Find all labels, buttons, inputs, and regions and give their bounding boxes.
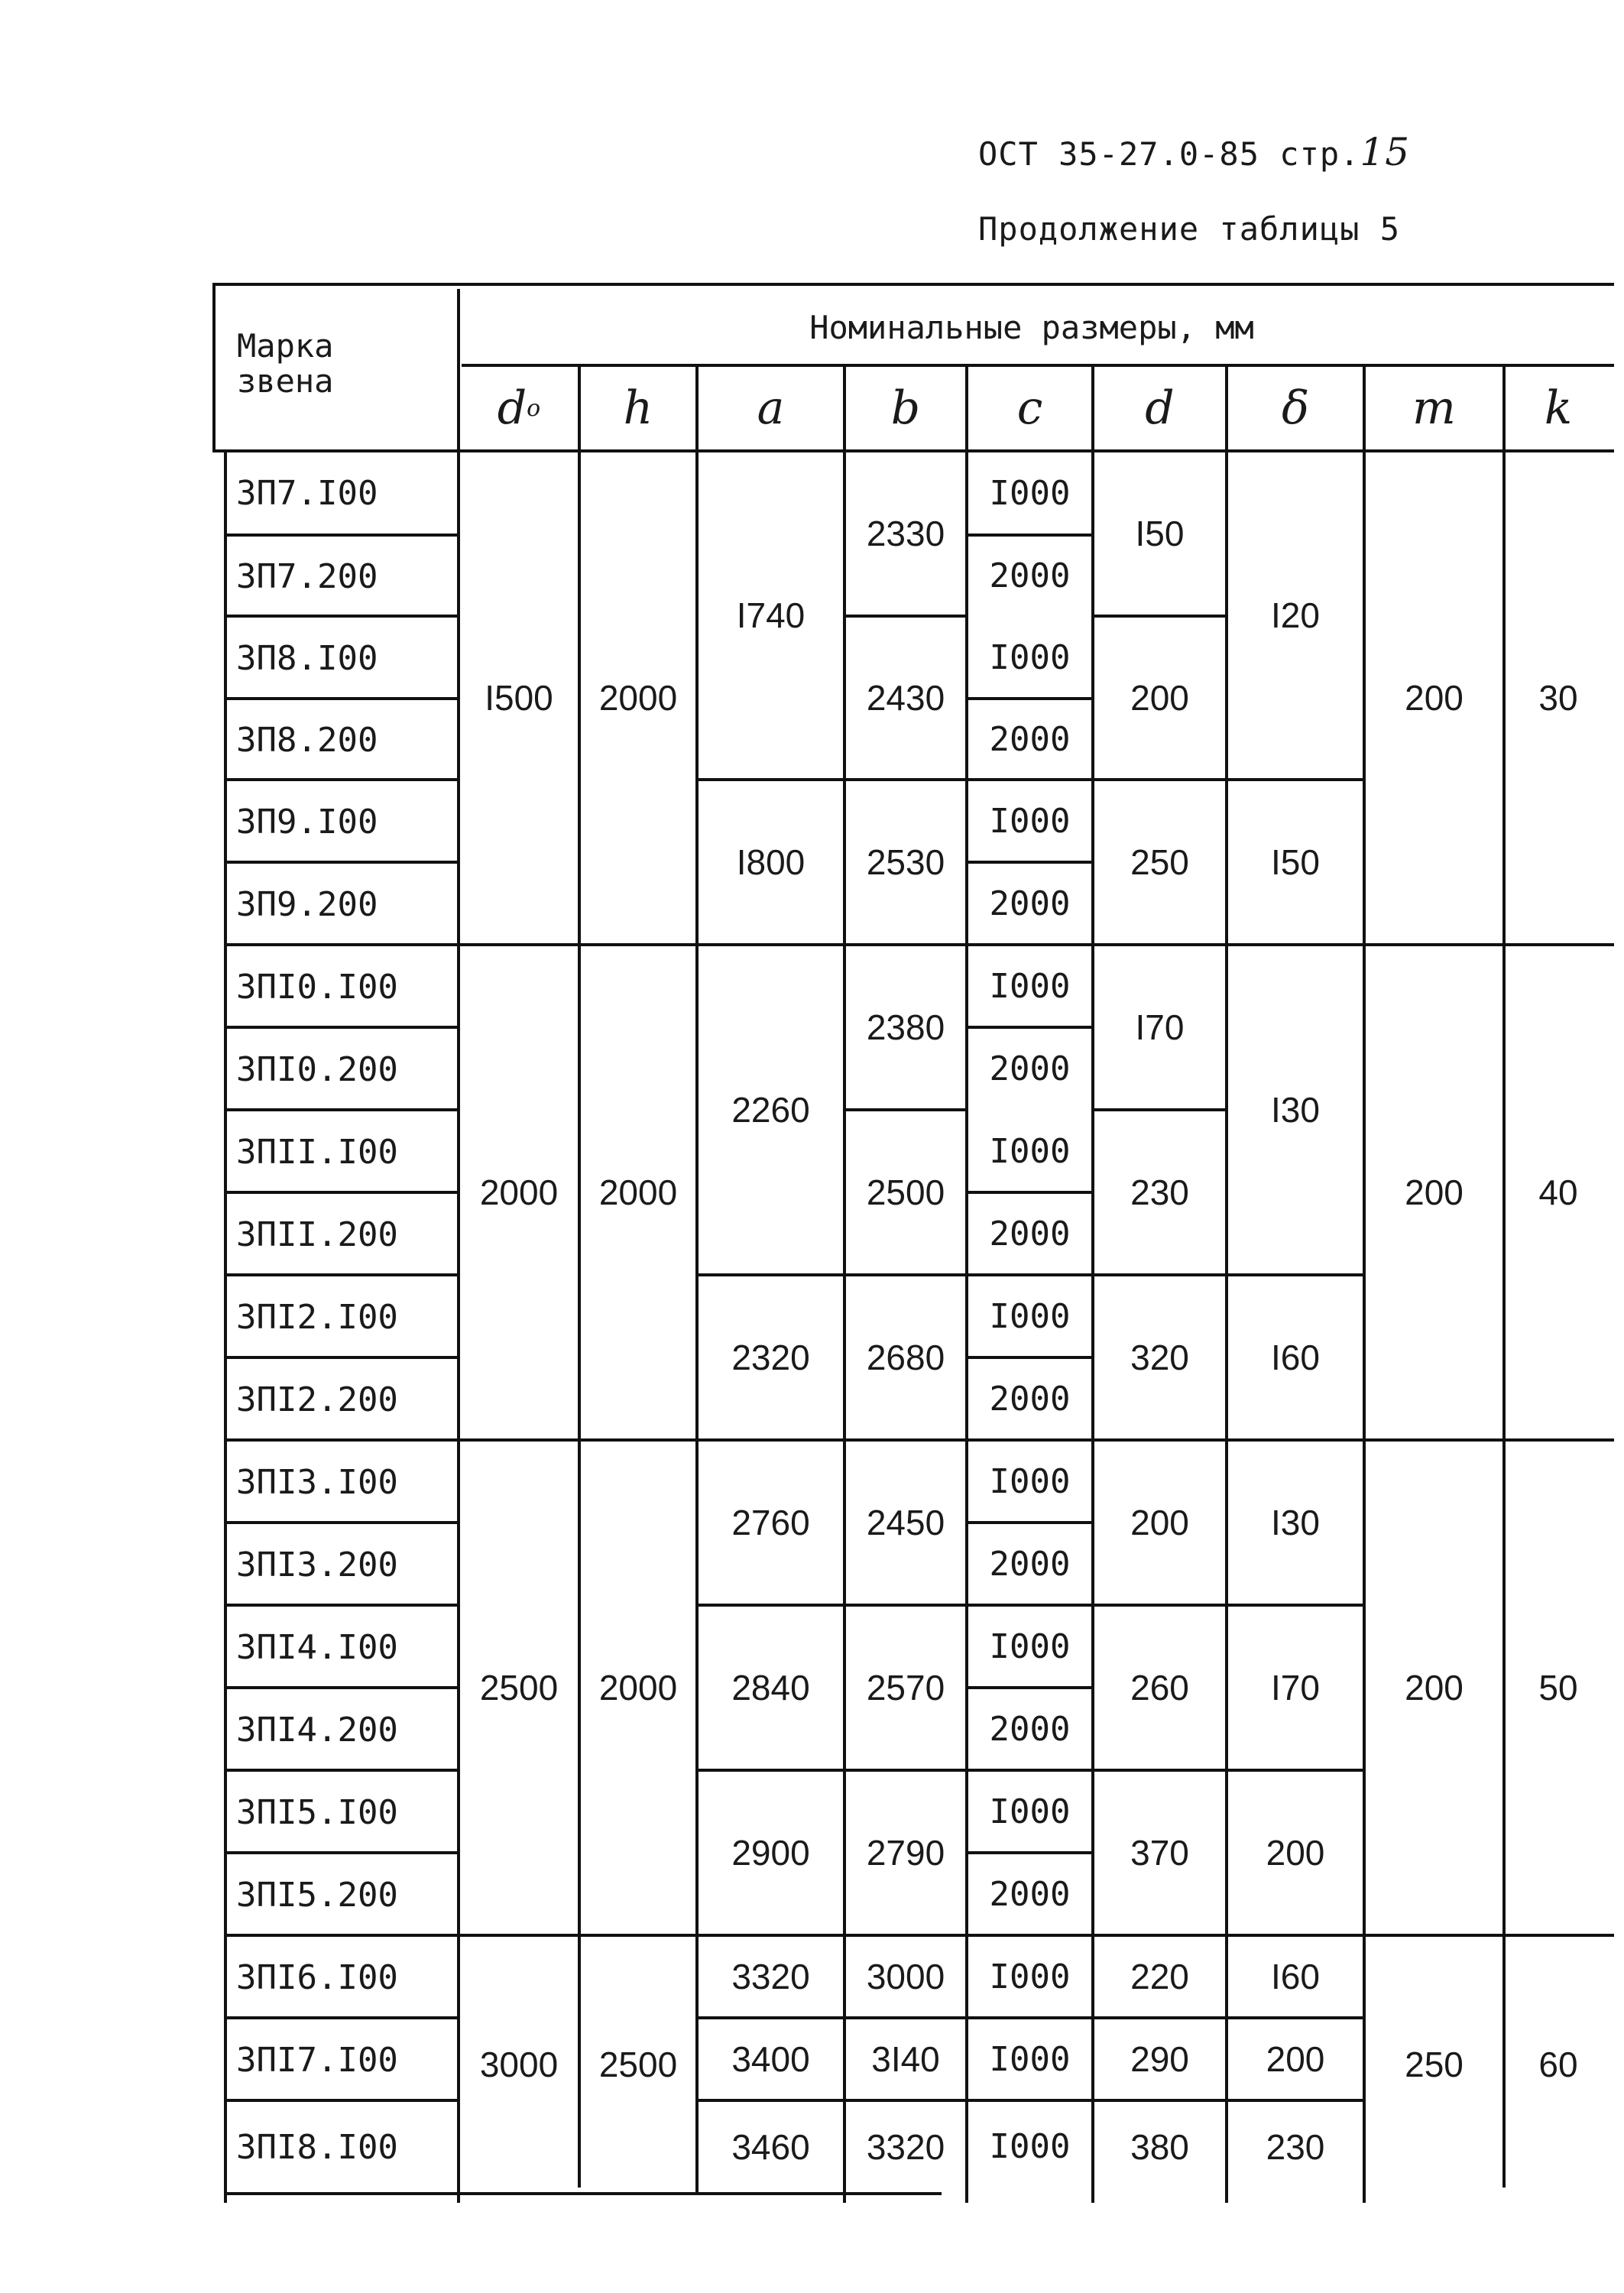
a-cell: 2840 [731,1668,810,1708]
c-cell: I000 [989,1957,1071,1996]
delta-cell: 200 [1266,2039,1325,2079]
d0-cell: I500 [485,678,553,718]
mark-cell: 3П9.200 [236,884,378,924]
mark-cell: 3ПI0.200 [236,1049,398,1089]
col-header-b: b [890,381,921,435]
b-cell: 2570 [866,1668,945,1708]
d-cell: 220 [1130,1957,1189,1996]
m-cell: 250 [1405,2045,1464,2084]
col-header-d: d [1145,381,1175,435]
mark-cell: 3ПI5.I00 [236,1792,398,1832]
delta-cell: I20 [1271,595,1320,635]
k-cell: 50 [1538,1668,1578,1708]
col-header-d0: d o [497,381,541,435]
d-cell: 290 [1130,2039,1189,2079]
delta-cell: 200 [1266,1833,1325,1873]
c-cell: 2000 [989,884,1071,923]
c-cell: I000 [989,637,1071,677]
c-cell: I000 [989,1461,1071,1501]
col-header-delta: δ [1281,381,1310,435]
delta-cell: I60 [1271,1957,1320,1996]
b-cell: 2680 [866,1338,945,1377]
b-cell: 2430 [866,678,945,718]
mark-cell: 3ПI4.I00 [236,1627,398,1667]
m-cell: 200 [1405,1172,1464,1212]
mark-cell: 3ПI4.200 [236,1710,398,1750]
b-cell: 2380 [866,1007,945,1047]
m-cell: 200 [1405,678,1464,718]
c-cell: I000 [989,966,1071,1006]
c-cell: 2000 [989,1544,1071,1584]
h-cell: 2000 [598,678,678,718]
table-continuation-title: Продолжение таблицы 5 [978,210,1401,248]
col-header-k: k [1544,381,1573,435]
d-cell: 200 [1130,678,1189,718]
mark-cell: 3ПI3.I00 [236,1462,398,1502]
delta-cell: I30 [1271,1503,1320,1542]
c-cell: I000 [989,1131,1071,1171]
b-cell: 3320 [866,2127,945,2167]
b-cell: 3000 [866,1957,945,1996]
mark-cell: 3ПI7.I00 [236,2040,398,2080]
col-header-c: c [1016,381,1043,435]
c-cell: 2000 [989,556,1071,595]
d-cell: 320 [1130,1338,1189,1377]
d-cell: 250 [1130,842,1189,882]
h-cell: 2000 [598,1668,678,1708]
d-cell: 380 [1130,2127,1189,2167]
d-cell: I70 [1135,1007,1185,1047]
b-cell: 2530 [866,842,945,882]
page-number: 15 [1360,130,1411,174]
delta-cell: I70 [1271,1668,1320,1708]
col-header-m: m [1412,381,1456,435]
mark-cell: 3ПII.200 [236,1215,398,1254]
mark-cell: 3П9.I00 [236,802,378,842]
mark-cell: 3ПI2.200 [236,1380,398,1419]
c-cell: I000 [989,473,1071,513]
b-cell: 3I40 [871,2039,940,2079]
d-cell: 230 [1130,1172,1189,1212]
mark-cell: 3ПI5.200 [236,1875,398,1915]
b-cell: 2790 [866,1833,945,1873]
mark-cell: 3ПII.I00 [236,1132,398,1172]
mark-cell: 3ПI0.I00 [236,967,398,1007]
col-header-a: a [757,381,785,435]
c-cell: 2000 [989,1709,1071,1749]
mark-cell: 3ПI2.I00 [236,1297,398,1337]
c-cell: 2000 [989,1874,1071,1914]
a-cell: 2260 [731,1090,810,1130]
d0-cell: 3000 [479,2045,559,2084]
delta-cell: 230 [1266,2127,1325,2167]
b-cell: 2330 [866,514,945,553]
delta-cell: I30 [1271,1090,1320,1130]
a-cell: 3460 [731,2127,810,2167]
row-header-label: Марка звена [237,327,334,400]
mark-cell: 3ПI6.I00 [236,1957,398,1997]
delta-cell: I50 [1271,842,1320,882]
d-cell: 260 [1130,1668,1189,1708]
a-cell: 3400 [731,2039,810,2079]
c-cell: 2000 [989,719,1071,759]
d0-cell: 2500 [479,1668,559,1708]
document-code: ОСТ 35-27.0-85 стр.15 [978,130,1411,174]
mark-cell: 3ПI8.I00 [236,2127,398,2167]
c-cell: 2000 [989,1379,1071,1419]
a-cell: 3320 [731,1957,810,1996]
c-cell: I000 [989,1792,1071,1831]
mark-cell: 3ПI3.200 [236,1545,398,1584]
b-cell: 2450 [866,1503,945,1542]
mark-cell: 3П8.I00 [236,638,378,678]
k-cell: 40 [1538,1172,1578,1212]
a-cell: 2900 [731,1833,810,1873]
group-header: Номинальные размеры, мм [809,308,1254,346]
h-cell: 2000 [598,1172,678,1212]
c-cell: 2000 [989,1214,1071,1254]
d0-cell: 2000 [479,1172,559,1212]
c-cell: I000 [989,2039,1071,2079]
c-cell: I000 [989,801,1071,841]
d-cell: 370 [1130,1833,1189,1873]
m-cell: 200 [1405,1668,1464,1708]
c-cell: I000 [989,2126,1071,2166]
c-cell: I000 [989,1296,1071,1336]
k-cell: 60 [1538,2045,1578,2084]
a-cell: I800 [736,842,806,882]
a-cell: 2760 [731,1503,810,1542]
c-cell: I000 [989,1627,1071,1666]
b-cell: 2500 [866,1172,945,1212]
c-cell: 2000 [989,1049,1071,1088]
h-cell: 2500 [598,2045,678,2084]
a-cell: 2320 [731,1338,810,1377]
a-cell: I740 [736,595,806,635]
mark-cell: 3П7.I00 [236,473,378,513]
mark-cell: 3П7.200 [236,556,378,596]
mark-cell: 3П8.200 [236,720,378,760]
k-cell: 30 [1538,678,1578,718]
col-header-h: h [623,381,653,435]
delta-cell: I60 [1271,1338,1320,1377]
d-cell: I50 [1135,514,1185,553]
d-cell: 200 [1130,1503,1189,1542]
